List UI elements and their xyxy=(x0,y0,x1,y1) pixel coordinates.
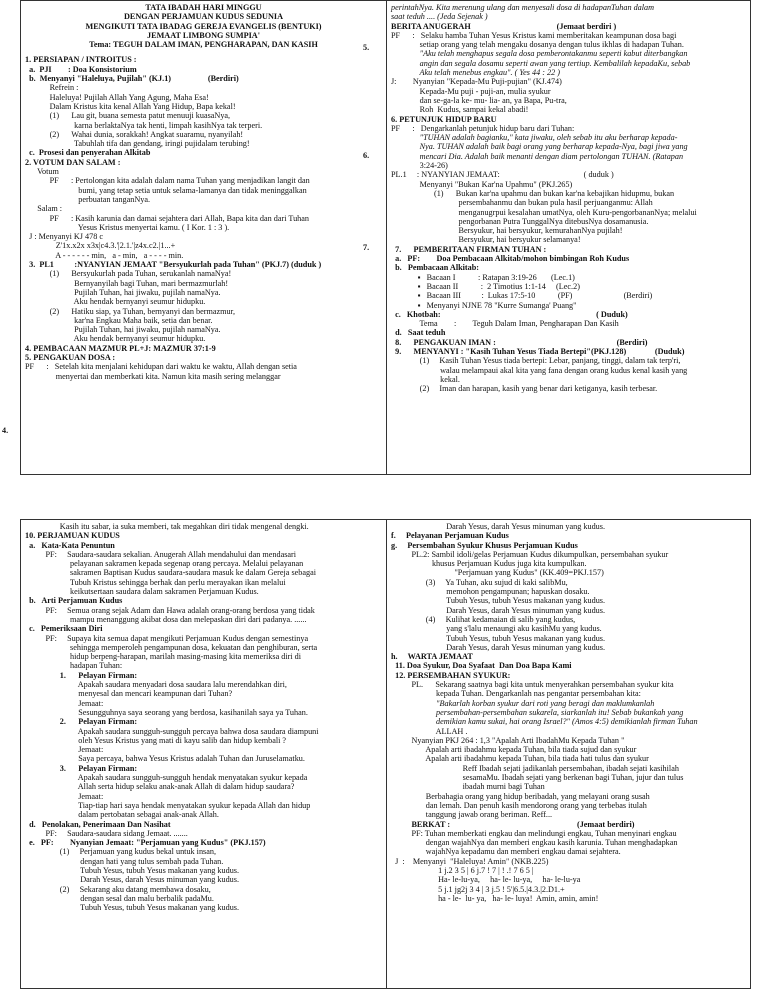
text-line: Apakah saudara sungguh-sungguh hendak menyatakan syukur kepada xyxy=(25,773,308,783)
text-line: wajahNya kepadamu dan memberi engkau damai sejahtera. xyxy=(391,847,621,857)
text-line: kekal. xyxy=(391,374,460,384)
text-line: Refrein : xyxy=(25,83,79,93)
text-line: 2. VOTUM DAN SALAM : xyxy=(25,157,121,167)
text-line: ha - le- lu- ya, ha- le- luya! Amin, amin, amin! xyxy=(391,893,599,903)
text-line: 10. PERJAMUAN KUDUS xyxy=(25,531,120,541)
text-line: dengan wajahNya dan memberi engkau kasih karunia. Tuhan menghadapkan xyxy=(391,838,678,848)
text-line: (1) Perjamuan yang kudus bekal untuk insan, xyxy=(25,847,217,857)
text-line: Nyanyian PKJ 264 : 1,3 "Apalah Arti IbadahMu Kepada Tuhan " xyxy=(391,735,625,745)
text-line: Tabuhlah tifa dan gendang, iringi pujidalam terubing! xyxy=(25,139,250,149)
text-line: ▪ Bacaan I : Ratapan 3:19-26 (Lec.1) xyxy=(391,272,575,282)
text-line: d. Saat teduh xyxy=(391,328,446,338)
text-line: ▪ Bacaan III : Lukas 17:5-10 (PF) (Berdiri) xyxy=(391,291,653,301)
text-line: Kasih itu sabar, ia suka memberi, tak megahkan diri tidak mengenal dengki. xyxy=(25,522,309,531)
text-line: Salam : xyxy=(25,204,63,214)
text-line: mencari Dia. Adalah baik menanti dengan diam pertolongan TUHAN. (Ratapan xyxy=(391,151,684,161)
text-line: saat teduh .... (Jeda Sejenak ) xyxy=(391,12,488,22)
text-line: persembahan-persembahan sukarela, siarkanlah itu! Sebab bukankah yang xyxy=(391,707,684,717)
text-line: "TUHAN adalah bagianku," kata jiwaku, oleh sebab itu aku berharap kepada- xyxy=(391,133,678,143)
text-line: menyesal dan mencari keampunan dari Tuhan? xyxy=(25,689,233,699)
text-line: oleh Yesus Kristus yang mati di kayu salib dan hidup kembali ? xyxy=(25,735,287,745)
text-line: persembahanmu dan bukan pula hasil perjuanganmu: Allah xyxy=(391,198,653,208)
text-line: "Aku telah menghapus segala dosa pemberontakanmu seperti kabut diterbangkan xyxy=(391,49,688,59)
header-line: Tema: TEGUH DALAM IMAN, PENGHARAPAN, DAN KASIH xyxy=(89,40,318,50)
text-line: (1) Kasih Tuhan Yesus tiada bertepi: Lebar, panjang, tinggi, dalam tak terp'ri, xyxy=(391,356,681,366)
text-line: Saya percaya, bahwa Yesus Kristus adalah Tuhan dan Juruselamatku. xyxy=(25,754,305,764)
text-line: PF : Setelah kita menjalani kehidupan dari waktu ke waktu, Allah dengan setia xyxy=(25,362,297,372)
text-line: 4. PEMBACAAN MAZMUR PL+J: MAZMUR 37:1-9 xyxy=(25,343,216,353)
text-line: b. Arti Perjamuan Kudus xyxy=(25,596,123,606)
text-line: demikian kamu sukai, hai orang Israel?" (Amos 4:5) demikianlah firman Tuhan xyxy=(391,717,698,727)
text-line: angin dan segala dosamu seperti awan yang tertiup. Kembalilah kepadaKu, sebab xyxy=(391,58,691,68)
text-line: hidup berpeng-harapan, marilah masing-masing kita memeriksa diri di xyxy=(25,652,302,662)
text-line: tanggung jawab orang beriman. Reff... xyxy=(391,810,553,820)
text-line: (2) Sekarang aku datang membawa dosaku, xyxy=(25,884,211,894)
text-line: dan se-ga-la ke- mu- lia- an, ya Bapa, Pu-tra, xyxy=(391,95,567,105)
text-line: sehingga memperoleh pengampunan dosa, kekuatan dan penghiburan, serta xyxy=(25,642,318,652)
text-line: PF : Selaku hamba Tuhan Yesus Kristus kami memberitakan keampunan dosa bagi xyxy=(391,30,677,40)
text-line: 11. Doa Syukur, Doa Syafaat Dan Doa Bapa Kami xyxy=(391,661,572,671)
text-line: Apalah arti ibadahmu kepada Tuhan, bila tiada sujud dan syukur xyxy=(391,745,637,755)
text-line: dan lemah. Dan penuh kasih mendorong orang yang terbebas itulah xyxy=(391,800,647,810)
text-line: Darah Yesus, darah Yesus minuman yang kudus. xyxy=(25,875,240,885)
text-line: PF : Kasih karunia dan damai sejahtera dari Allah, Bapa kita dan dari Tuhan xyxy=(25,213,310,223)
text-line: PF: Supaya kita semua dapat mengikuti Perjamuan Kudus dengan semestinya xyxy=(25,633,309,643)
margin-number: 7. xyxy=(363,243,370,252)
text-line: Ha- le-lu-ya, ha- le- lu-ya, ha- le-lu-ya xyxy=(391,875,581,885)
text-line: Tema : Teguh Dalam Iman, Pengharapan Dan Kasih xyxy=(391,319,619,329)
text-line: mampu menanggung akibat dosa dan melepaskan diri dari padanya. ...... xyxy=(25,614,307,624)
text-line: kar'na Engkau Maha baik, setia dan benar. xyxy=(25,315,213,325)
page2-right-text xyxy=(391,522,748,903)
text-line: ▪ Bacaan II : 2 Timotius 1:1-14 (Lec.2) xyxy=(391,281,580,291)
text-line: Apakah saudara menyadari dosa saudara lalu merendahkan diri, xyxy=(25,680,287,690)
text-line: Aku hendak bernyanyi seumur hidupku. xyxy=(25,297,206,307)
text-line: c. Khotbah: ( Duduk) xyxy=(391,309,628,319)
text-line: Jemaat: xyxy=(25,698,104,708)
header-line: JEMAAT LIMBONG SUMPIA' xyxy=(147,30,260,40)
text-line: a. PF: Doa Pembacaan Alkitab/mohon bimbingan Roh Kudus xyxy=(391,254,630,264)
text-line: Dalam Kristus kita kenal Allah Yang Hidup, Bapa kekal! xyxy=(25,101,236,111)
text-line: 1 j.2 3 5 | 6 j.7 ! 7 | ! .! 7 6 5 | xyxy=(391,865,534,875)
margin-number: 4. xyxy=(2,426,9,435)
text-line: Tubuh Yesus, tubuh Yesus makanan yang kudus. xyxy=(25,903,240,913)
text-line: (2) Wahai dunia, sorakkah! Angkat suaramu, nyanyilah! xyxy=(25,129,244,139)
margin-number: 6. xyxy=(363,151,370,160)
text-line: 5 j.1 jg2j 3 4 | 3 j.5 ! 5'|6.5.|4.3.|2.D1.+ xyxy=(391,884,565,894)
text-line: Sesungguhnya saya seorang yang berdosa, kasihanilah saya ya Tuhan. xyxy=(25,707,308,717)
text-line: Darah Yesus, darah Yesus minuman yang kudus. xyxy=(391,605,606,615)
text-line: e. PF: Nyanyian Jemaat: "Perjamuan yang Kudus" (PKJ.157) xyxy=(25,838,266,848)
text-line: Roh Kudus, sampai kekal abadi! xyxy=(391,105,529,115)
text-line: J : Menyanyi KJ 478 c xyxy=(25,232,104,242)
text-line: keikutsertaan saudara dalam sakramen Perjamuan Kudus. xyxy=(25,587,259,597)
text-line: (1) Lau git, buana semesta patut menuuji kuasaNya, xyxy=(25,111,231,121)
page2-left-column xyxy=(21,520,387,988)
text-line: 3. PL1 :NYANYIAN JEMAAT "Bersyukurlah pada Tuhan" (PKJ.7) (duduk ) xyxy=(25,260,322,270)
text-line: ibadah murni bagi Tuhan xyxy=(391,782,545,792)
text-line: J : Menyanyi "Haleluya! Amin" (NKB.225) xyxy=(391,856,549,866)
text-line: ALLAH . xyxy=(391,726,468,736)
text-line: perintahNya. Kita merenung ulang dan menyesali dosa di hadapanTuhan dalam xyxy=(391,3,655,12)
text-line: 8. PENGAKUAN IMAN : (Berdiri) xyxy=(391,337,648,347)
text-line: A - - - - - - min, a - min, a - - - - min. xyxy=(25,250,184,260)
text-line: BERKAT : (Jemaat berdiri) xyxy=(391,819,635,829)
text-line: Tubuh Yesus, tubuh Yesus makanan yang kudus. xyxy=(391,596,606,606)
text-line: 1. Pelayan Firman: xyxy=(25,670,138,680)
text-line: menganugrpui kesalahan umatNya, oleh Kuru-pengorbananNya; melalui xyxy=(391,207,697,217)
page1-left-text xyxy=(25,55,382,380)
text-line: g. Persembahan Syukur Khusus Perjamuan Kudus xyxy=(391,540,578,550)
text-line: khusus Perjamuan Kudus juga kita kumpulkan. xyxy=(391,559,587,569)
text-line: karna berlaktaNya tak henti, limpah kasihNya tak terperi. xyxy=(25,120,263,130)
text-line: (3) Ya Tuhan, aku sujud di kaki salibMu, xyxy=(391,577,568,587)
text-line: dengan sesal dan malu berbalik padaMu. xyxy=(25,893,214,903)
text-line: b. Menyanyi "Haleluya, Pujilah" (KJ.1) (Berdiri) xyxy=(25,74,239,84)
page1-right-column xyxy=(387,1,752,474)
text-line: Tubuh Kristus sehingga berhak dan perlu merayakan ikan melalui xyxy=(25,577,286,587)
text-line: b. Pembacaan Alkitab: xyxy=(391,263,480,273)
text-line: Allah serta hidup selaku anak-anak Allah di dalam hidup saudara? xyxy=(25,782,295,792)
text-line: (4) Kulihat kedamaian di salib yang kudus, xyxy=(391,614,576,624)
header-line: DENGAN PERJAMUAN KUDUS SEDUNIA xyxy=(124,12,283,22)
text-line: pengorbanan Putra TunggalNya ditebusNya dosamanusia. xyxy=(391,216,649,226)
text-line: memohon pengampunan; hapuskan dosaku. xyxy=(391,587,590,597)
text-line: PF: Semua orang sejak Adam dan Hawa adalah orang-orang berdosa yang tidak xyxy=(25,605,315,615)
text-line: PL.1 : NYANYIAN JEMAAT: ( duduk ) xyxy=(391,170,614,180)
text-line: hadapan Tuhan: xyxy=(25,661,123,671)
text-line: Tiap-tiap hari saya hendak menyatakan syukur kepada Allah dan hidup xyxy=(25,800,311,810)
text-line: Menyanyi "Bukan Kar'na Upahmu" (PKJ.265) xyxy=(391,179,573,189)
text-line: 7. PEMBERITAAN FIRMAN TUHAN : xyxy=(391,244,547,254)
text-line: Bernyanyilah bagi Tuhan, mari bermazmurlah! xyxy=(25,278,229,288)
text-line: Pujilah Tuhan, hai jiwaku, pujilah namaNya. xyxy=(25,325,221,335)
text-line: PF: Tuhan memberkati engkau dan melindungi engkau, Tuhan menyinari engkau xyxy=(391,828,677,838)
text-line: setiap orang yang telah mengaku dosanya dengan tulus ikhlas di hadapan Tuhan. xyxy=(391,40,684,50)
text-line: Kepada-Mu puji - puji-an, mulia syukur xyxy=(391,86,551,96)
text-line: ▪ Menyanyi NJNE 78 "Kurre Sumanga' Puang" xyxy=(391,300,577,310)
text-line: a. Kata-Kata Penuntun xyxy=(25,540,115,550)
text-line: f. Pelayanan Perjamuan Kudus xyxy=(391,531,509,541)
text-line: Pujilah Tuhan, hai jiwaku, pujilah namaNya. xyxy=(25,287,221,297)
text-line: PF: Saudara-saudara sekalian. Anugerah Allah mendahului dan mendasari xyxy=(25,549,297,559)
liturgy-page-1 xyxy=(20,0,751,475)
text-line: 3. Pelayan Firman: xyxy=(25,763,138,773)
text-line: dengan hati yang tulus sembah pada Tuhan. xyxy=(25,856,224,866)
text-line: PL.2: Sambil idoli/gelas Perjamuan Kudus dikumpulkan, persembahan syukur xyxy=(391,549,669,559)
text-line: Jemaat: xyxy=(25,745,104,755)
text-line: Darah Yesus, darah Yesus minuman yang kudus. xyxy=(391,522,606,531)
text-line: pelayanan sakramen kepada segenap orang percaya. Melalui pelayanan xyxy=(25,559,304,569)
header-line: MENGIKUTI TATA IBADAG GEREJA EVANGELIS (BENTUKI) xyxy=(85,21,322,31)
margin-number: 5. xyxy=(363,43,370,52)
text-line: yang s'lalu menaungi aku kasihMu yang kudus. xyxy=(391,624,602,634)
text-line: "Perjamuan yang Kudus" (KK.409=PKJ.157) xyxy=(391,568,604,578)
text-line: Nya. TUHAN adalah baik bagi orang yang berharap kepada-Nya, bagi jiwa yang xyxy=(391,142,688,152)
page2-right-column xyxy=(387,520,752,988)
text-line: h. WARTA JEMAAT xyxy=(391,652,473,662)
text-line: Haleluya! Pujilah Allah Yang Agung, Maha Esa! xyxy=(25,92,209,102)
text-line: walau melampaui akal kita yang fana dengan orang kudus kenal kasih yang xyxy=(391,365,688,375)
text-line: PF : Pertolongan kita adalah dalam nama Tuhan yang menjadikan langit dan xyxy=(25,176,310,186)
text-line: J: Nyanyian "Kepada-Mu Puji-pujian" (KJ.474) xyxy=(391,77,562,87)
text-line: (1) Bersyukurlah pada Tuhan, serukanlah namaNya! xyxy=(25,269,232,279)
text-line: sesamaMu. Ibadah sejati yang berkenan bagi Tuhan, jujur dan tulus xyxy=(391,773,684,783)
text-line: Z'1x.x2x x3x|c4.3.'|2.1.'|z4x.c2.|1...+ xyxy=(25,241,176,251)
text-line: Berbahagia orang yang hidup beribadah, yang melayani orang susah xyxy=(391,791,650,801)
text-line: 9. MENYANYI : "Kasih Tuhan Yesus Tiada Bertepi"(PKJ.128) (Duduk) xyxy=(391,346,685,356)
text-line: BERITA ANUGERAH (Jemaat berdiri ) xyxy=(391,21,617,31)
text-line: Aku hendak bernyanyi seumur hidupku. xyxy=(25,334,206,344)
page1-left-column xyxy=(21,1,387,474)
text-line: Bersyukur, hai bersyukur, kemurahanNya pujilah! xyxy=(391,226,623,236)
text-line: Votum xyxy=(25,167,59,177)
text-line: Darah Yesus, darah Yesus minuman yang kudus. xyxy=(391,642,606,652)
text-line: PF: Saudara-saudara sidang Jemaat. ....... xyxy=(25,828,188,838)
text-line: 5. PENGAKUAN DOSA : xyxy=(25,352,116,362)
text-line: sakramen Baptisan Kudus saudara-saudara masuk ke dalam Gereja sebagai xyxy=(25,568,317,578)
page1-header xyxy=(25,3,382,49)
text-line: 6. PETUNJUK HIDUP BARU xyxy=(391,114,497,124)
page1-right-text xyxy=(391,3,748,393)
page2-left-text xyxy=(25,522,382,912)
text-line: dalam pertobatan sebagai anak-anak Allah. xyxy=(25,810,219,820)
text-line: Tubuh Yesus, tubuh Yesus makanan yang kudus. xyxy=(25,865,240,875)
text-line: 1. PERSIAPAN / INTROITUS : xyxy=(25,55,137,65)
text-line: 2. Pelayan Firman: xyxy=(25,717,138,727)
text-line: c. Prosesi dan penyerahan Alkitab xyxy=(25,148,151,158)
text-line: Jemaat: xyxy=(25,791,104,801)
text-line: a. PJI : Doa Konsistorium xyxy=(25,64,137,74)
text-line: (1) Bukan kar'na upahmu dan bukan kar'na kebajikan hidupmu, bukan xyxy=(391,188,675,198)
liturgy-page-2 xyxy=(20,519,751,989)
text-line: Aku telah menebus engkau". ( Yes 44 : 22 ) xyxy=(391,68,560,78)
text-line: 12. PERSEMBAHAN SYUKUR: xyxy=(391,670,511,680)
text-line: bumi, yang tetap setia untuk selama-lamanya dan tidak meninggalkan xyxy=(25,185,307,195)
text-line: PF : Dengarkanlah petunjuk hidup baru dari Tuhan: xyxy=(391,123,575,133)
header-line: TATA IBADAH HARI MINGGU xyxy=(145,3,262,12)
text-line: c. Pemeriksaan Diri xyxy=(25,624,103,634)
text-line: menyertai dan memberkati kita. Namun kita masih sering melanggar xyxy=(25,371,281,381)
text-line: (2) Iman dan harapan, kasih yang benar dari ketiganya, kasih terbesar. xyxy=(391,384,658,394)
text-line: Apakah saudara sungguh-sungguh percaya bahwa dosa saudara diampuni xyxy=(25,726,319,736)
text-line: perbuatan tanganNya. xyxy=(25,194,151,204)
text-line: Tubuh Yesus, tubuh Yesus makanan yang kudus. xyxy=(391,633,606,643)
text-line: kepada Tuhan. Dengarkanlah nas pengantar persembahan kita: xyxy=(391,689,641,699)
text-line: PL. Sekarang saatnya bagi kita untuk menyerahkan persembahan syukur kita xyxy=(391,680,674,690)
text-line: (2) Hatiku siap, ya Tuhan, bernyanyi dan bermazmur, xyxy=(25,306,236,316)
text-line: Reff Ibadah sejati jadikanlah persembahan, ibadah sejati kasihilah xyxy=(391,763,679,773)
text-line: d. Penolakan, Penerimaan Dan Nasihat xyxy=(25,819,171,829)
text-line: "Bakarlah korban syukur dari roti yang beragi dan maklumkanlah xyxy=(391,698,655,708)
text-line: Apalah arti ibadahmu kepada Tuhan, bila tiada hati tulus dan syukur xyxy=(391,754,649,764)
text-line: Bersyukur, hai bersyukur selamanya! xyxy=(391,235,581,245)
text-line: Yesus Kristus menyertai kamu. ( I Kor. 1 : 3 ). xyxy=(25,222,230,232)
text-line: 3:24-26) xyxy=(391,161,448,171)
